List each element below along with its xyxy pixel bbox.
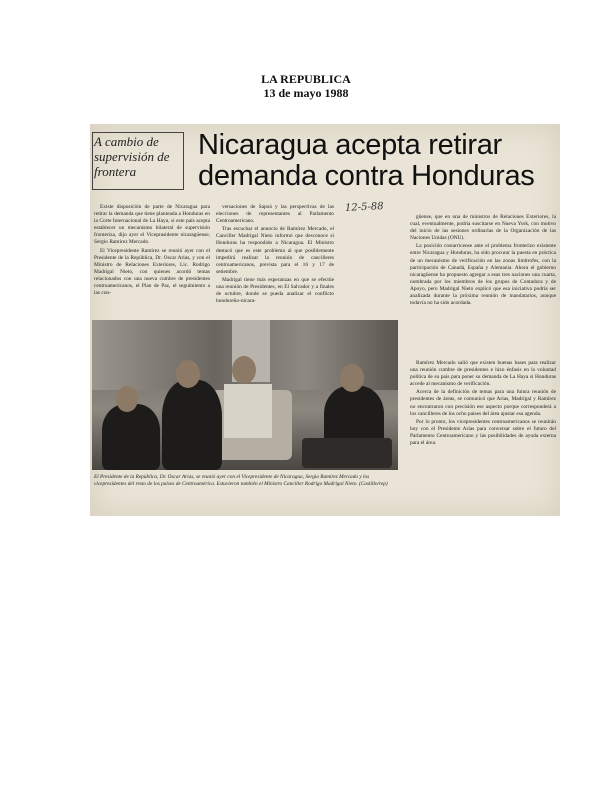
paragraph: Ramírez Mercado salió que existen buenas bases para realizar una reunión cumbre de presidentes e hizo énfasis en la voluntad política de su país para poner su demanda de La Haya si Honduras accede al mecanismo de verificación. [410,360,556,388]
paragraph: güense, que en una de ministros de Relaciones Exteriores, la cual, eventualmente, podría suscitarse en Nueva York, con motivo del inicio de las sesiones ordinarias de la Organización de las Naciones Unidas (ONU). [410,214,556,242]
person-figure [162,380,222,470]
article-column-3 [410,214,556,308]
paragraph: La posición costarricense ante el problema fronterizo existente entre Nicaragua y Honduras, ha sido procurar la puesta en práctica de un mecanismo de verificación en las zonas limítrofes, con la participación de Canadá, España y Alemania. Ahora el gobierno nicaragüense ha propuesto agregar a esas tres naciones una cuarta, nombrada por los miembros de los grupos de Contadora y de Apoyo, pero Madrigal Nieto explicó que esa iniciativa podría ser analizada durante la próxima reunión de mandatarios, aunque todavía no ha sido acordada. [410,243,556,307]
paragraph: Existe disposición de parte de Nicaragua para retirar la demanda que tiene planteada a Honduras en la Corte Internacional de La Haya, si este país acepta establecer un mecanismo bilateral de supervisión fronteriza, dijo ayer el Viceprasidente nicaragüense, Sergio Ramírez Mercado. [94,204,210,246]
paragraph: El Vicepresidente Ramírez se reunió ayer con el Presidente de la República, Dr. Oscar Arias, y con el Ministro de Relaciones Exteriores, Lic. Rodrigo Madrigal Nieto, con quienes acordó temas relacionados con una nueva cumbre de presidentes centroamericanos, el Plan de Paz, el seguimiento a las con- [94,247,210,297]
handwritten-date: 12-5-88 [344,200,384,215]
kicker: A cambio de supervisión de frontera [94,134,170,179]
newspaper-clipping [90,124,560,516]
paragraph: versaciones de Sapoá y las perspectivas de las elecciones de representantes al Parlamento Centroamericano. [216,204,334,225]
person-figure [224,384,272,438]
news-photo [92,320,398,470]
person-head [340,364,364,392]
article-column-3-continued [410,360,556,448]
photo-table [302,438,392,468]
paragraph: Por lo pronto, los vicepresidentes centroamericanos se reunirán hoy con el Presidente Arias para conversar sobre el futuro del Parlamento Centroamericano y las posibilidades de ayuda externa para el área. [410,418,556,447]
article-column-2 [216,204,334,306]
publication-date: 13 de mayo 1988 [263,86,349,100]
person-head [116,386,138,412]
person-head [232,356,256,384]
person-head [176,360,200,388]
publication-name: LA REPUBLICA [261,72,351,86]
headline: Nicaragua acepta retirar demanda contra Honduras [198,129,535,192]
person-figure [102,404,160,470]
paragraph: Madrigal tiene más esperanzas en que se efectúe una reunión de Presidentes, en El Salvador y a finales de octubre, donde se pueda analizar el conflicto hondureño-nicara- [216,276,334,305]
article-column-1 [94,204,210,298]
photo-caption: El Presidente de la República, Dr. Oscar Arias, se reunió ayer con el Vicepresidente de Nicaragua, Sergio Ramírez Mercado y los vicepresidentes del resto de los países de Centroamérica. Estuvieron también el Ministro Canciller Rodrigo Madrigal Nieto. (Castillo/rep) [94,474,388,487]
paragraph: Tras escuchar el anuncio de Ramírez Mercado, el Canciller Madrigal Nieto informó que desconoce si Honduras ha respondido a Nicaragua. El Ministro destacó que es este problema al que posiblemente impedirá realizar la reunión de cancilleres centroamericanos, prevista para el 16 y 17 de setiembre. [216,226,334,275]
paragraph: Acerca de la definición de temas para una futura reunión de presidentes de áreas, se comunicó que Arias, Madrigal y Ramírez no encontraron con precisión ese aspecto porque corresponderá a los cancilleres de los ocho países del área ajustar esa agenda. [410,389,556,417]
page-header [0,72,612,100]
